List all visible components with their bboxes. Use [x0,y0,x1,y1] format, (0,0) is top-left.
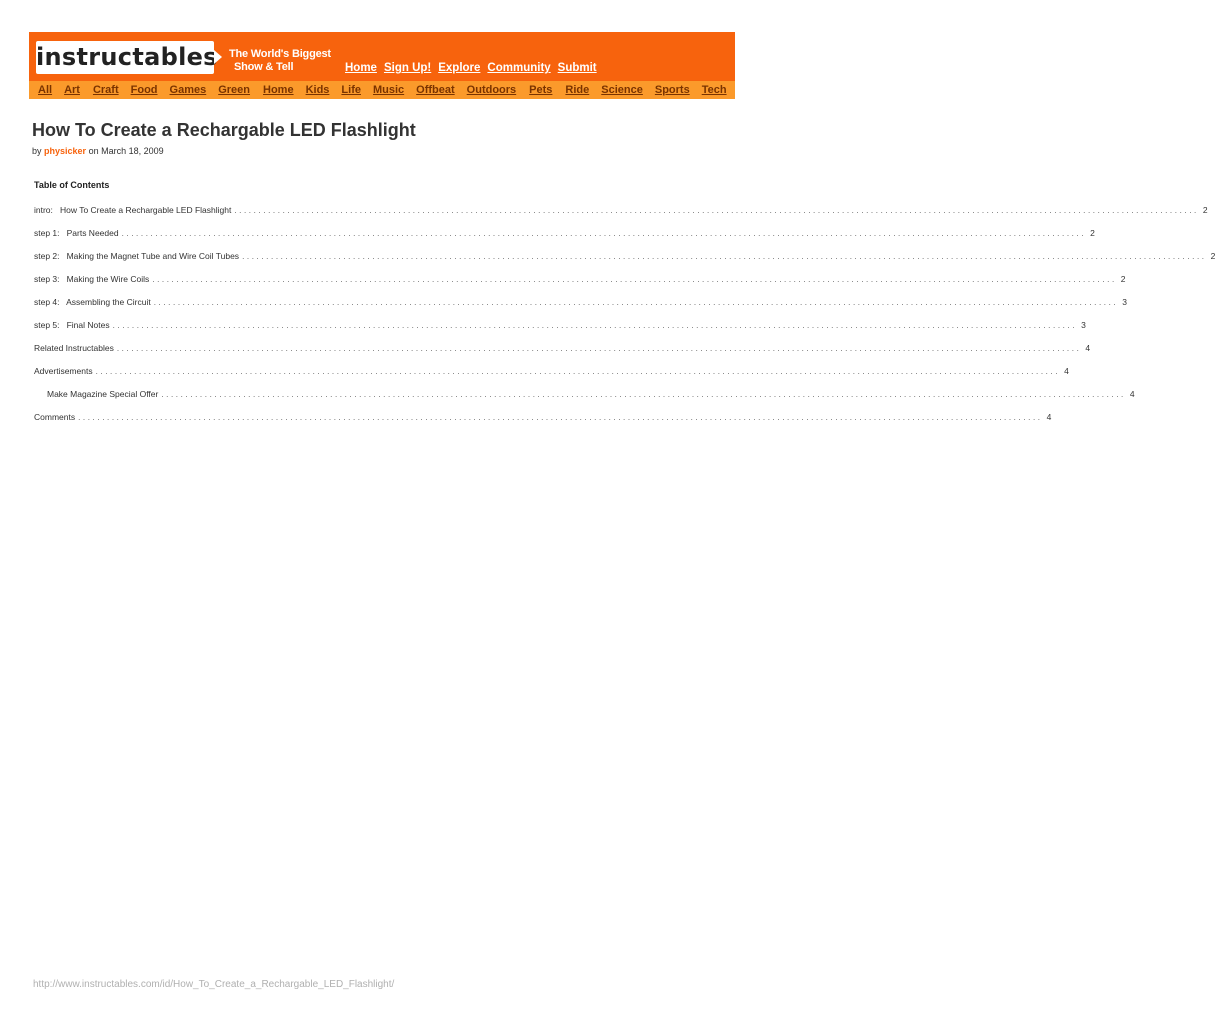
toc-entry[interactable] [34,320,1086,343]
toc-entry-label: step 2: Making the Magnet Tube and Wire Coil Tubes [34,251,242,262]
category-offbeat-link[interactable]: Offbeat [416,84,455,96]
toc-entry[interactable] [34,205,1208,228]
nav-home-link[interactable]: Home [345,62,377,74]
category-food-link[interactable]: Food [130,84,158,96]
publish-date: on March 18, 2009 [88,146,164,156]
category-craft-link[interactable]: Craft [92,84,119,96]
toc-entry[interactable] [34,251,1215,274]
tagline-line-2: Show & Tell [234,61,294,73]
toc-entry-page: 2 [1210,251,1215,261]
toc-entry-page: 4 [1046,412,1052,422]
category-life-link[interactable]: Life [341,84,361,96]
site-tagline [229,48,339,74]
footer-url[interactable]: http://www.instructables.com/id/How_To_Create_a_Rechargable_LED_Flashlight/ [33,979,395,990]
toc-entry[interactable] [34,366,1069,389]
category-home-link[interactable]: Home [263,84,294,96]
category-bar [29,81,735,99]
logo-pointer-shape [214,50,222,64]
toc-entry[interactable] [34,389,1135,412]
toc-entry-page: 3 [1122,297,1127,307]
toc-dot-leader: ........................................................................................................................................................................................................ [161,390,1126,399]
toc-dot-leader: ........................................................................................................................................................................................................ [112,321,1078,330]
nav-explore-link[interactable]: Explore [438,62,481,74]
byline-prefix: by [32,146,42,156]
toc-dot-leader: ........................................................................................................................................................................................................ [121,229,1087,238]
toc-entry-label: step 3: Making the Wire Coils [34,274,152,285]
category-ride-link[interactable]: Ride [565,84,590,96]
category-green-link[interactable]: Green [218,84,251,96]
instructables-logo[interactable]: instructables [36,41,214,74]
category-nav [38,82,727,98]
category-all-link[interactable]: All [38,84,53,96]
toc-entry-label: Make Magazine Special Offer [47,389,161,400]
toc-entry-label: step 1: Parts Needed [34,228,122,239]
toc-dot-leader: ........................................................................................................................................................................................................ [152,275,1117,284]
toc-heading: Table of Contents [34,180,110,190]
toc-entry-page: 3 [1081,320,1086,330]
category-music-link[interactable]: Music [372,84,405,96]
toc-entry-page: 4 [1129,389,1135,399]
toc-entry-label: step 5: Final Notes [34,320,113,331]
toc-entry-label: Comments [34,412,78,423]
toc-dot-leader: ........................................................................................................................................................................................................ [116,344,1082,353]
toc-entry-label: intro: How To Create a Rechargable LED Flashlight [34,205,234,216]
toc-entry-page: 2 [1090,228,1095,238]
tagline-line-1: The World's Biggest [229,48,331,60]
category-outdoors-link[interactable]: Outdoors [466,84,517,96]
category-pets-link[interactable]: Pets [529,84,553,96]
nav-submit-link[interactable]: Submit [557,62,597,74]
category-sports-link[interactable]: Sports [654,84,690,96]
toc-dot-leader: ........................................................................................................................................................................................................ [242,252,1207,261]
category-art-link[interactable]: Art [64,84,80,96]
toc-entry-label: step 4: Assembling the Circuit [34,297,154,308]
category-kids-link[interactable]: Kids [305,84,330,96]
author-link[interactable]: physicker [44,146,87,156]
site-header [29,32,735,99]
category-games-link[interactable]: Games [169,84,207,96]
toc-entry[interactable] [34,228,1095,251]
article-byline [32,146,164,156]
category-tech-link[interactable]: Tech [701,84,727,96]
toc-entry-page: 4 [1085,343,1091,353]
category-science-link[interactable]: Science [601,84,643,96]
nav-signup-link[interactable]: Sign Up! [383,62,432,74]
table-of-contents [34,205,1215,435]
toc-entry[interactable] [34,297,1127,320]
main-nav [345,62,597,78]
nav-community-link[interactable]: Community [487,62,551,74]
toc-entry-page: 2 [1202,205,1208,215]
toc-dot-leader: ........................................................................................................................................................................................................ [95,367,1061,376]
toc-entry-page: 2 [1120,274,1126,284]
toc-dot-leader: ........................................................................................................................................................................................................ [153,298,1119,307]
toc-entry-page: 4 [1064,366,1069,376]
toc-entry[interactable] [34,274,1126,297]
toc-entry[interactable] [34,343,1091,366]
toc-entry-label: Related Instructables [34,343,117,354]
article-title: How To Create a Rechargable LED Flashlight [32,120,416,140]
toc-dot-leader: ........................................................................................................................................................................................................ [234,206,1199,215]
toc-entry-label: Advertisements [34,366,96,377]
toc-entry[interactable] [34,412,1052,435]
toc-dot-leader: ........................................................................................................................................................................................................ [78,413,1043,422]
